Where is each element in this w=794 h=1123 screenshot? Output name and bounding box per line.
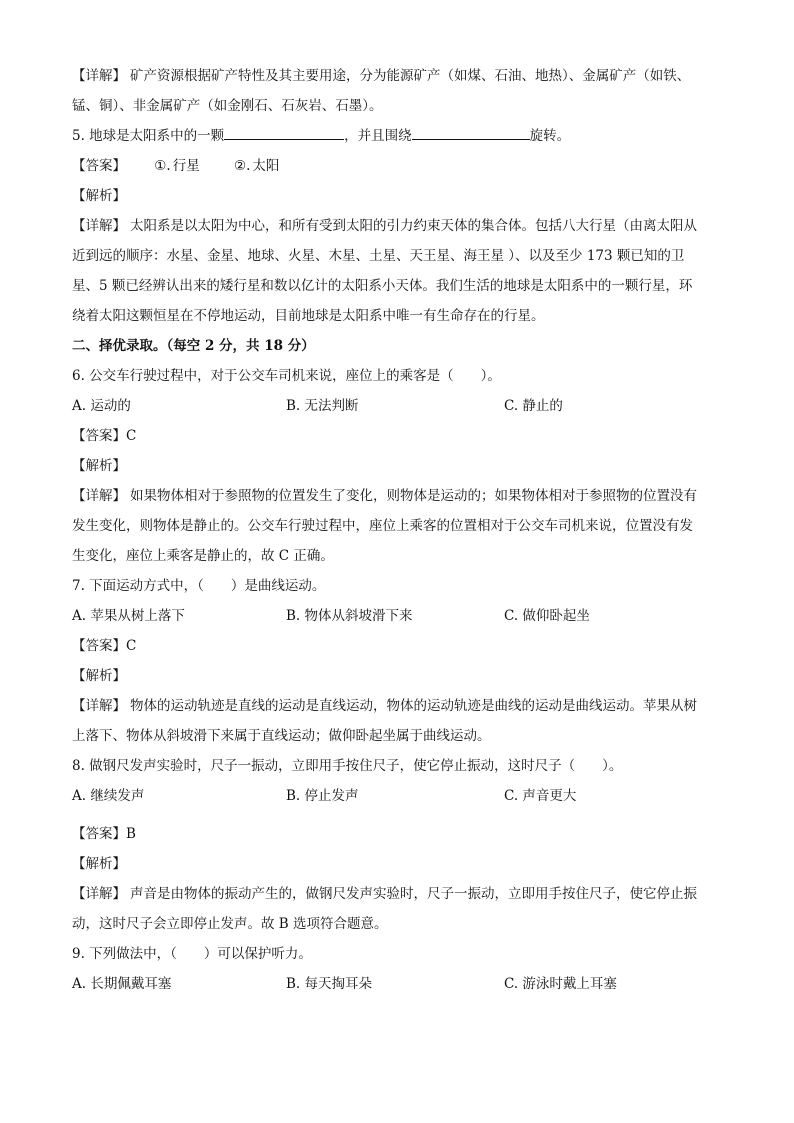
q7-analysis: 【解析】 bbox=[72, 668, 126, 684]
q6-answer: 【答案】C bbox=[72, 428, 137, 444]
answer-tag: 【答案】 bbox=[72, 158, 126, 174]
document-content bbox=[72, 64, 722, 1002]
q8-option-b[interactable]: B. 停止发声 bbox=[286, 788, 359, 804]
q8-detail-line-2: 动，这时尺子会立即停止发声。故 B 选项符合题意。 bbox=[72, 916, 388, 932]
q4-detail-line-1: 【详解】 矿产资源根据矿产特性及其主要用途，分为能源矿产（如煤、石油、地热）、金属矿产（如铁、 bbox=[72, 68, 691, 84]
section-heading: 二、择优录取。（每空 2 分，共 18 分） bbox=[72, 338, 315, 354]
q8-stem: 8. 做钢尺发声实验时，尺子一振动，立即用手按住尺子，使它停止振动，这时尺子（ ）。 bbox=[72, 758, 623, 774]
q8-detail-line-1: 【详解】 声音是由物体的振动产生的，做钢尺发声实验时，尺子一振动，立即用手按住尺子，使它停止振 bbox=[72, 886, 697, 902]
q7-options bbox=[72, 604, 722, 628]
q9-option-a[interactable]: A. 长期佩戴耳塞 bbox=[72, 976, 172, 992]
q4-detail-line-2: 锰、铜）、非金属矿产（如金刚石、石灰岩、石墨）。 bbox=[72, 98, 383, 114]
q6-detail-line-2: 发生变化，则物体是静止的。公交车行驶过程中，座位上乘客的位置相对于公交车司机来说，位置没有发 bbox=[72, 518, 693, 534]
q8-options bbox=[72, 784, 722, 808]
q6-options bbox=[72, 394, 722, 418]
q9-option-b[interactable]: B. 每天掏耳朵 bbox=[286, 976, 373, 992]
q5-detail-line-3: 星、5 颗已经辨认出来的矮行星和数以亿计的太阳系小天体。我们生活的地球是太阳系中的一颗行星，环 bbox=[72, 278, 693, 294]
q7-stem: 7. 下面运动方式中，（ ）是曲线运动。 bbox=[72, 578, 326, 594]
q8-answer: 【答案】B bbox=[72, 826, 136, 842]
q5-stem: 5. 地球是太阳系中的一颗 ，并且围绕 旋转。 bbox=[72, 124, 722, 148]
q8-option-c[interactable]: C. 声音更大 bbox=[504, 788, 577, 804]
q7-option-a[interactable]: A. 苹果从树上落下 bbox=[72, 608, 185, 624]
q6-stem: 6. 公交车行驶过程中，对于公交车司机来说，座位上的乘客是（ ）。 bbox=[72, 368, 501, 384]
q7-detail-line-1: 【详解】 物体的运动轨迹是直线的运动是直线运动，物体的运动轨迹是曲线的运动是曲线运动。苹果从树 bbox=[72, 698, 697, 714]
q6-option-c[interactable]: C. 静止的 bbox=[504, 398, 563, 414]
q9-stem: 9. 下列做法中，（ ）可以保护听力。 bbox=[72, 946, 312, 962]
q5-answer: 【答案】 ①. 行星 ②. 太阳 bbox=[72, 158, 280, 174]
q8-option-a[interactable]: A. 继续发声 bbox=[72, 788, 145, 804]
q5-blank-1[interactable] bbox=[224, 125, 344, 140]
q6-detail-line-1: 【详解】 如果物体相对于参照物的位置发生了变化，则物体是运动的；如果物体相对于参照物的位置没有 bbox=[72, 488, 697, 504]
detail-tag: 【详解】 bbox=[72, 68, 126, 84]
q5-analysis: 【解析】 bbox=[72, 188, 126, 204]
q5-blank-2[interactable] bbox=[412, 125, 530, 140]
q9-option-c[interactable]: C. 游泳时戴上耳塞 bbox=[504, 976, 617, 992]
q5-detail-line-4: 绕着太阳这颗恒星在不停地运动，目前地球是太阳系中唯一有生命存在的行星。 bbox=[72, 308, 545, 324]
q7-detail-line-2: 上落下、物体从斜坡滑下来属于直线运动；做仰卧起坐属于曲线运动。 bbox=[72, 728, 491, 744]
q7-option-b[interactable]: B. 物体从斜坡滑下来 bbox=[286, 608, 413, 624]
q6-option-b[interactable]: B. 无法判断 bbox=[286, 398, 359, 414]
q8-analysis: 【解析】 bbox=[72, 856, 126, 872]
q9-options bbox=[72, 972, 722, 996]
q6-detail-line-3: 生变化，座位上乘客是静止的，故 C 正确。 bbox=[72, 548, 334, 564]
q6-option-a[interactable]: A. 运动的 bbox=[72, 398, 131, 414]
q6-analysis: 【解析】 bbox=[72, 458, 126, 474]
q5-detail-line-2: 近到远的顺序：水星、金星、地球、火星、木星、土星、天王星、海王星 ）、以及至少 173 颗已知的卫 bbox=[72, 248, 685, 264]
q7-answer: 【答案】C bbox=[72, 638, 137, 654]
q7-option-c[interactable]: C. 做仰卧起坐 bbox=[504, 608, 590, 624]
q5-detail-line-1: 【详解】 太阳系是以太阳为中心，和所有受到太阳的引力约束天体的集合体。包括八大行星（由离太阳从 bbox=[72, 218, 697, 234]
spacer bbox=[72, 814, 722, 822]
